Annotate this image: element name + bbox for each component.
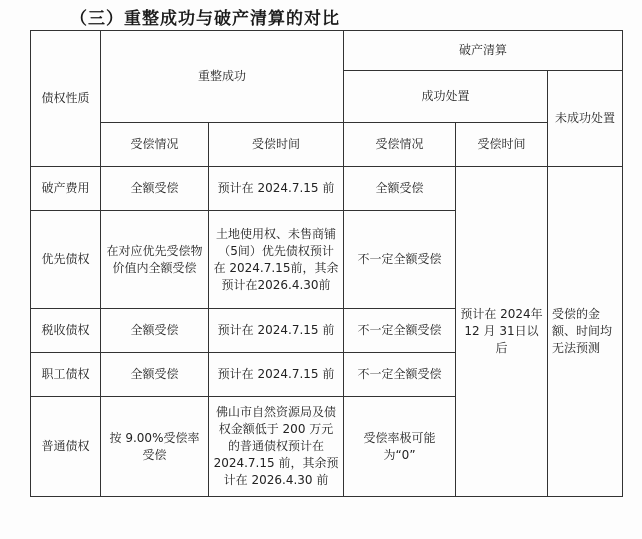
row-r-status: 全额受偿 [101, 309, 209, 353]
header-r-time: 受偿时间 [209, 123, 344, 167]
row-nature: 普通债权 [31, 397, 101, 497]
row-r-time: 佛山市自然资源局及债权金额低于 200 万元的普通债权预计在2024.7.15 前，其余预计在 2026.4.30 前 [209, 397, 344, 497]
merged-l-time: 预计在 2024年 12 月 31日以后 [456, 167, 548, 497]
row-r-time: 预计在 2024.7.15 前 [209, 167, 344, 211]
header-unsuccess: 未成功处置 [548, 71, 623, 167]
row-l-status: 受偿率极可能为“0” [344, 397, 456, 497]
row-nature: 破产费用 [31, 167, 101, 211]
row-nature: 职工债权 [31, 353, 101, 397]
row-r-time: 土地使用权、未售商铺（5间）优先债权预计在 2024.7.15前，其余预计在2026.4.30前 [209, 211, 344, 309]
row-r-time: 预计在 2024.7.15 前 [209, 309, 344, 353]
merged-unsuccess: 受偿的金额、时间均无法预测 [548, 167, 623, 497]
row-r-status: 全额受偿 [101, 353, 209, 397]
row-r-status: 全额受偿 [101, 167, 209, 211]
row-nature: 税收债权 [31, 309, 101, 353]
row-l-status: 全额受偿 [344, 167, 456, 211]
row-l-status: 不一定全额受偿 [344, 353, 456, 397]
row-r-time: 预计在 2024.7.15 前 [209, 353, 344, 397]
header-nature: 债权性质 [31, 31, 101, 167]
section-heading: （三）重整成功与破产清算的对比 [70, 9, 340, 29]
row-nature: 优先债权 [31, 211, 101, 309]
comparison-table [30, 30, 623, 497]
row-r-status: 在对应优先受偿物价值内全额受偿 [101, 211, 209, 309]
header-l-status: 受偿情况 [344, 123, 456, 167]
row-l-status: 不一定全额受偿 [344, 211, 456, 309]
header-success: 成功处置 [344, 71, 548, 123]
header-r-status: 受偿情况 [101, 123, 209, 167]
header-restructure: 重整成功 [101, 31, 344, 123]
header-liquidation: 破产清算 [344, 31, 623, 71]
header-l-time: 受偿时间 [456, 123, 548, 167]
row-r-status: 按 9.00%受偿率受偿 [101, 397, 209, 497]
row-l-status: 不一定全额受偿 [344, 309, 456, 353]
